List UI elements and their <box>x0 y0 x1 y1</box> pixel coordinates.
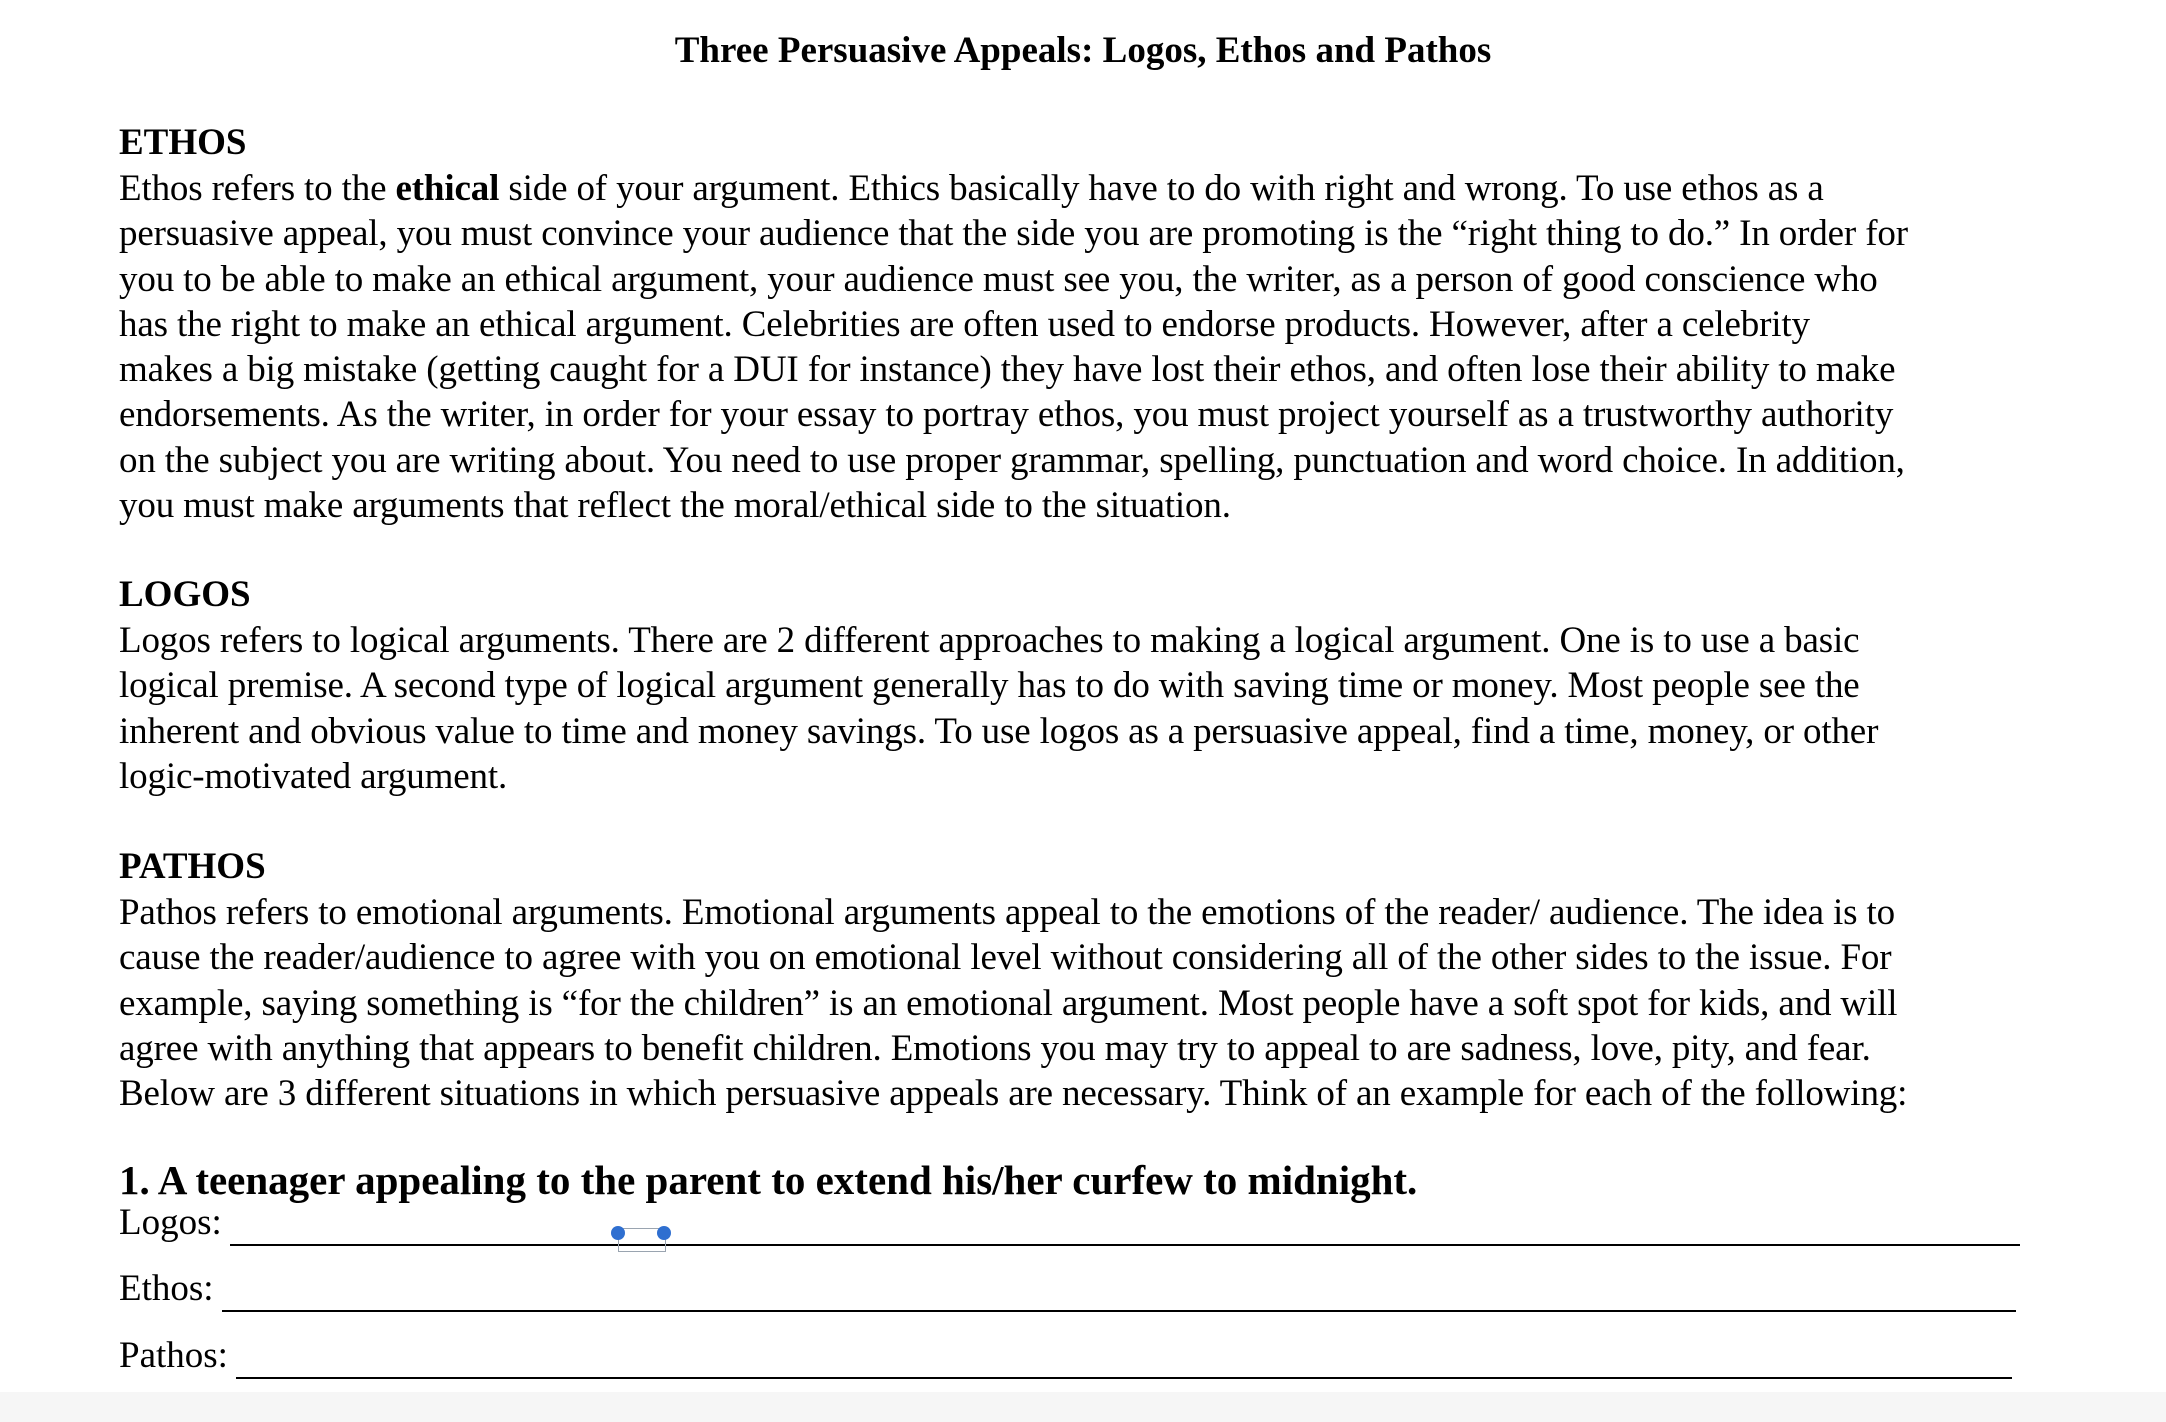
section-logos <box>119 572 2059 799</box>
answer-blank-pathos[interactable] <box>236 1339 2012 1379</box>
paragraph-line: makes a big mistake (getting caught for a DUI for instance) they have lost their ethos, and often lose their ability to make <box>119 349 1896 391</box>
paragraph-line: agree with anything that appears to benefit children. Emotions you may try to appeal to are sadness, love, pity, and fear. <box>119 1027 1871 1069</box>
page-bottom-edge <box>0 1392 2166 1422</box>
paragraph-line: Ethos refers to the ethical side of your argument. Ethics basically have to do with right and wrong. To use ethos as a <box>119 168 1824 209</box>
answer-label-ethos: Ethos: <box>119 1268 214 1309</box>
answer-blank-ethos[interactable] <box>222 1272 2016 1312</box>
bold-term: ethical <box>395 168 500 209</box>
paragraph-line: Pathos refers to emotional arguments. Emotional arguments appeal to the emotions of the reader/ audience. The idea is to <box>119 892 1895 933</box>
paragraph-line: Logos refers to logical arguments. There are 2 different approaches to making a logical argument. One is to use a basic <box>119 620 1860 661</box>
section-heading-pathos: PATHOS <box>119 846 266 887</box>
section-body-ethos <box>119 166 2059 528</box>
section-pathos <box>119 844 2059 1116</box>
section-heading-ethos: ETHOS <box>119 122 247 163</box>
paragraph-line: endorsements. As the writer, in order for your essay to portray ethos, you must project yourself as a trustworthy authority <box>119 394 1894 436</box>
section-heading-logos: LOGOS <box>119 574 251 615</box>
section-body-pathos <box>119 890 2059 1116</box>
answer-label-pathos: Pathos: <box>119 1335 228 1376</box>
answer-blank-logos[interactable] <box>230 1206 2020 1246</box>
section-ethos <box>119 120 2059 528</box>
answer-row-pathos <box>119 1333 2012 1379</box>
selection-handle-right[interactable] <box>657 1226 671 1240</box>
paragraph-line: persuasive appeal, you must convince your audience that the side you are promoting is the “right thing to do.” In order for <box>119 213 1908 255</box>
paragraph-line: Below are 3 different situations in which persuasive appeals are necessary. Think of an example for each of the following: <box>119 1073 1908 1115</box>
question-1: 1. A teenager appealing to the parent to extend his/her curfew to midnight. <box>119 1157 1418 1203</box>
paragraph-line: cause the reader/audience to agree with you on emotional level without considering all of the other sides to the issue. For <box>119 937 1892 979</box>
paragraph-line: on the subject you are writing about. You need to use proper grammar, spelling, punctuation and word choice. In addition, <box>119 439 1905 481</box>
paragraph-line: example, saying something is “for the children” is an emotional argument. Most people have a soft spot for kids, and will <box>119 982 1898 1024</box>
document-title: Three Persuasive Appeals: Logos, Ethos and Pathos <box>674 30 1492 71</box>
answer-row-ethos <box>119 1266 2016 1312</box>
paragraph-line: you to be able to make an ethical argument, your audience must see you, the writer, as a person of good conscience who <box>119 258 1878 300</box>
paragraph-line: you must make arguments that reflect the moral/ethical side to the situation. <box>119 485 1231 527</box>
paragraph-line: logical premise. A second type of logical argument generally has to do with saving time or money. Most people see the <box>119 665 1860 707</box>
paragraph-line: inherent and obvious value to time and money savings. To use logos as a persuasive appeal, find a time, money, or other <box>119 710 1879 752</box>
paragraph-line: logic-motivated argument. <box>119 755 508 797</box>
section-body-logos <box>119 618 2059 799</box>
paragraph-line: has the right to make an ethical argument. Celebrities are often used to endorse products. However, after a celebrity <box>119 303 1810 345</box>
answer-row-logos <box>119 1200 2020 1246</box>
answer-label-logos: Logos: <box>119 1202 222 1243</box>
selection-handle-left[interactable] <box>611 1226 625 1240</box>
